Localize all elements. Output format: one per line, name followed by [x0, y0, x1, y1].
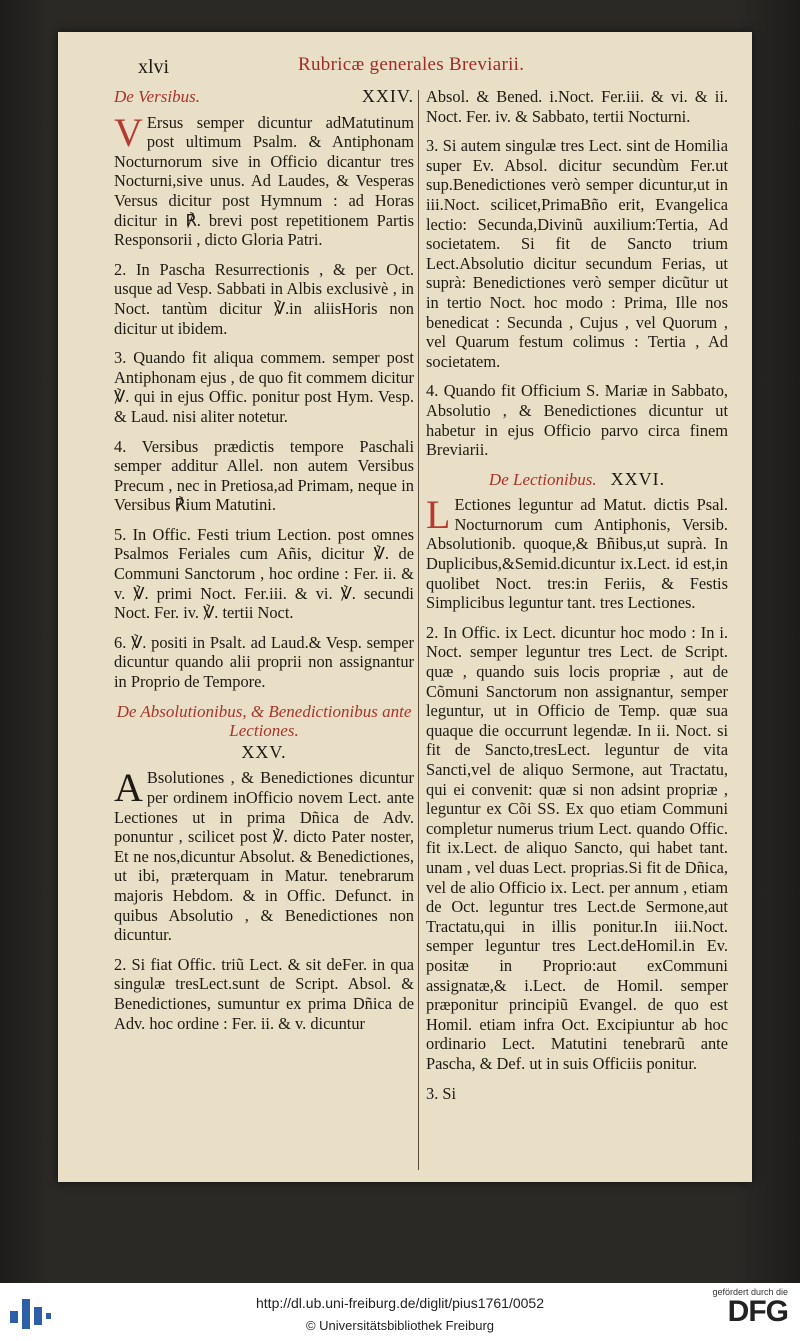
- paragraph: [114, 765, 414, 945]
- section-heading-versibus: [114, 87, 414, 107]
- paragraph: 3. Si autem singulæ tres Lect. sint de Homilia super Ev. Absol. dicitur secundùm Fer.ut sup.Benedictiones verò semper dicuntur,ut in iii.Noct. scilicet,PrimaBño erit, Evangelica lectio: Secunda,Divinũ auxilium:Tertia, Ad societatem. Si fit de Sancto trium Lect.Absolutio dicitur secundum Ferias, ut suprà: Benedictiones verò semper dicũtur ut in tertio Noct. hoc modo : Prima, Ille nos benedicat : Secunda , Cujus , vel Quorum , vel Quarum festum colimus : Tertia , Ad societatem.: [426, 136, 728, 371]
- dfg-wordmark: DFG: [727, 1295, 788, 1328]
- paragraph: 4. Quando fit Officium S. Mariæ in Sabbato, Absolutio , & Benedictiones dicuntur ut habetur in ejus Officio parvo circa finem Breviarii.: [426, 381, 728, 460]
- section-heading-lectionibus: [426, 470, 728, 490]
- paragraph: Absol. & Bened. i.Noct. Fer.iii. & vi. & ii. Noct. Fer. iv. & Sabbato, tertii Nocturni.: [426, 87, 728, 126]
- paragraph: 2. In Pascha Resurrectionis , & per Oct. usque ad Vesp. Sabbati in Albis exclusivè , in Noct. tantùm dicitur ℣.in aliisHoris non dicitur ut ibidem.: [114, 259, 414, 338]
- paragraph: 5. In Offic. Festi trium Lection. post omnes Psalmos Feriales cum Añis, dicitur ℣. de Communi Sanctorum , hoc ordine : Fer. ii. & v. ℣. primi Noct. Fer.iii. & vi. ℣. secundi Noct. Fer. iv. ℣. tertii Noct.: [114, 524, 414, 623]
- paragraph: [114, 109, 414, 250]
- viewer-footer: [0, 1283, 800, 1341]
- permalink[interactable]: http://dl.ub.uni-freiburg.de/diglit/pius1761/0052: [256, 1295, 544, 1311]
- paragraph-text: Bsolutiones , & Benedictiones dicuntur per ordinem inOfficio novem Lect. ante Lectiones ut in prima Dñica de Adv. ponuntur , scilicet post ℣. dicto Pater noster, Et ne nos,dicuntur Absolut. & Benedictiones, ut ibi, præterquam in Matur. tenebrarum majoris Hebdom. & in Offic. Defunct. in quibus Absolutio , & Benedictiones non dicuntur.: [114, 768, 414, 945]
- paragraph: 3. Quando fit aliqua commem. semper post Antiphonam ejus , de quo fit commem dicitur ℣. qui in ejus Offic. ponitur post Hym. Vesp. & Laud. nisi aliter notetur.: [114, 348, 414, 426]
- right-column: [426, 87, 728, 1113]
- section-number: XXVI.: [610, 468, 666, 489]
- running-title: Rubricæ generales Breviarii.: [298, 54, 525, 75]
- initial-letter: A: [114, 765, 143, 811]
- paragraph: 6. ℣. positi in Psalt. ad Laud.& Vesp. semper dicuntur quando alii proprii non assignantur in Proprio de Tempore.: [114, 632, 414, 692]
- section-title: De Versibus.: [114, 87, 200, 106]
- copyright: © Universitätsbibliothek Freiburg: [305, 1318, 495, 1333]
- dfg-logo[interactable]: [702, 1287, 788, 1327]
- section-number: XXV.: [241, 741, 287, 762]
- section-number: XXIV.: [361, 86, 414, 106]
- paragraph-text: Ectiones leguntur ad Matut. dictis Psal. Nocturnorum cum Antiphonis, Versib. Absolutionib. quoque,& Bñibus,ut suprà. In Duplicibus,&Semid.dicuntur ix.Lect. id est,in quolibet Noct. tres:in Feriis, & Festis Simplicibus leguntur tant. tres Lectiones.: [426, 495, 728, 613]
- column-rule: [418, 90, 419, 1170]
- book-page: [58, 32, 752, 1182]
- paragraph-text: Ersus semper dicuntur adMatutinum post ultimum Psalm. & Antiphonam Nocturnorum sive in Officio dicantur tres Nocturni,sive unus. Ad Laudes, & Vesperas Versus dicitur post Hymnum : ad Horas dicitur in ℟. brevi post repetitionem Partis Responsorii , dicto Gloria Patri.: [114, 112, 414, 250]
- page-folio: xlvi: [138, 56, 170, 78]
- paragraph: 2. Si fiat Offic. triũ Lect. & sit deFer. in qua singulæ tresLect.sunt de Script. Absol. & Benedictiones, sumuntur ex prima Dñica de Adv. hoc ordine : Fer. ii. & v. dicuntur: [114, 954, 414, 1033]
- paragraph: 4. Versibus prædictis tempore Paschali semper additur Allel. non autem Versibus Precum , nec in Pretiosa,ad Primam, neque in Versibus ℟ium Matutini.: [114, 436, 414, 515]
- left-column: [114, 87, 414, 1043]
- page-header: [58, 56, 752, 84]
- section-title: De Lectionibus.: [488, 469, 597, 489]
- initial-letter: V: [114, 109, 143, 155]
- paragraph: 2. In Offic. ix Lect. dicuntur hoc modo : In i. Noct. semper leguntur tres Lect. de Script. quæ , quando suis locis propriæ , aut de Cõmuni Sanctorum non assignantur, semper leguntur, ut in Officio de Temp. quæ sua quaque die occurrunt legendæ. In ii. Noct. si fit de Sancto,tresLect. leguntur de vita Sancti,vel de aliquo Sermone, aut Tractatu, qui ei convenit: quæ si non adsint propriæ , leguntur ex Cõi SS. Ex quo etiam Communi completur numerus trium Lect. quando Offic. fit ix.Lect. de aliquo Sancto, qui habet tant. unam , vel duas Lect. proprias.Si fit de Dñica, vel de alio Officio ix. Lect. per annum , etiam de Oct. leguntur tres Lect.de Sermone,aut Tractatu,qui in illis ponitur.In iii.Noct. semper leguntur tres Lect.deHomil.in Ev. positæ in Proprio:aut exCommuni assignatæ,& i.Lect. de Homil. semper præponitur principiũ Evangel. de quo est Homil. etiam infra Oct. Excipiuntur ab hoc ordinario Lect. Matutini tenebrarũ ante Pascha, & Def. ut in suis Officiis ponitur.: [426, 622, 728, 1073]
- section-title: De Absolutionibus, & Benedictionibus ante Lectiones.: [116, 701, 412, 741]
- paragraph: [426, 492, 728, 613]
- initial-letter: L: [426, 492, 451, 538]
- section-heading-absolutionibus: [114, 702, 414, 763]
- funder-caption: gefördert durch die: [712, 1287, 788, 1297]
- catchword: 3. Si: [426, 1083, 457, 1103]
